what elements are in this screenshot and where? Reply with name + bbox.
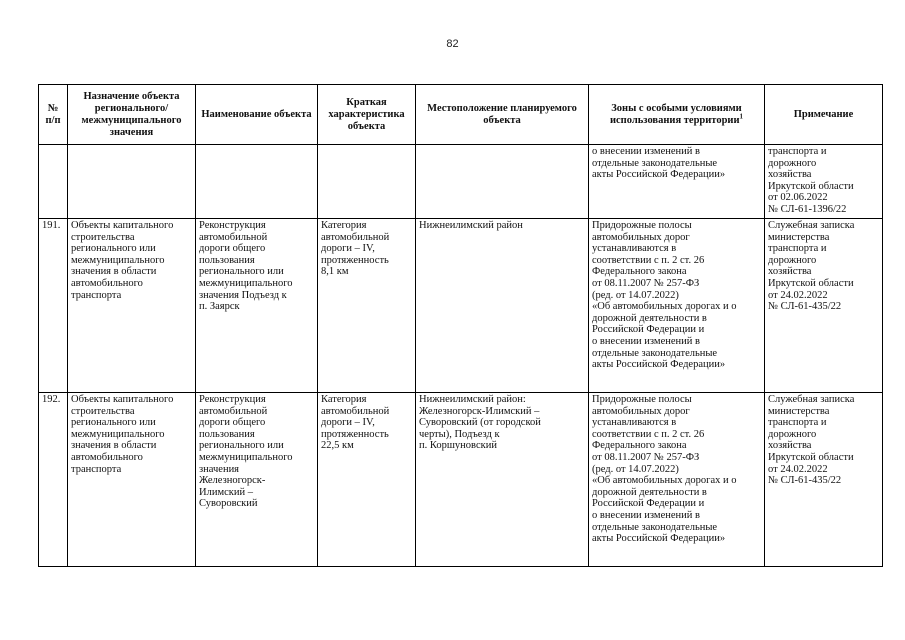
- cell-brief: [318, 145, 416, 219]
- cell-location: Нижнеилимский район: Железногорск-Илимский – Суворовский (от городской черты), Подъезд к п. Коршуновский: [416, 393, 589, 567]
- cell-note: транспорта и дорожного хозяйства Иркутской области от 02.06.2022 № СЛ-61-1396/22: [765, 145, 883, 219]
- table-header-row: [39, 85, 883, 145]
- cell-purpose: Объекты капитального строительства регионального или межмуниципального значения в области автомобильного транспорта: [68, 219, 196, 393]
- cell-brief: Категория автомобильной дороги – IV, протяженность 22,5 км: [318, 393, 416, 567]
- objects-table: [38, 84, 883, 567]
- header-name: Наименование объекта: [196, 85, 318, 145]
- cell-purpose: [68, 145, 196, 219]
- table-row: [39, 219, 883, 393]
- footnote-marker: 1: [739, 112, 744, 120]
- cell-num: [39, 145, 68, 219]
- cell-name: [196, 145, 318, 219]
- cell-brief: Категория автомобильной дороги – IV, протяженность 8,1 км: [318, 219, 416, 393]
- cell-purpose: Объекты капитального строительства регионального или межмуниципального значения в области автомобильного транспорта: [68, 393, 196, 567]
- header-location: Местоположение планируемого объекта: [416, 85, 589, 145]
- cell-num: 192.: [39, 393, 68, 567]
- cell-num: 191.: [39, 219, 68, 393]
- cell-zones: Придорожные полосы автомобильных дорог устанавливаются в соответствии с п. 2 ст. 26 Федерального закона от 08.11.2007 № 257-ФЗ (ред. от 14.07.2022) «Об автомобильных дорогах и о дорожной деятельности в Российской Федерации и о внесении изменений в отдельные законодательные акты Российской Федерации»: [589, 393, 765, 567]
- cell-location: [416, 145, 589, 219]
- header-purpose: Назначение объекта регионального/ межмуниципального значения: [68, 85, 196, 145]
- table-row: [39, 393, 883, 567]
- table-row-continuation: [39, 145, 883, 219]
- cell-name: Реконструкция автомобильной дороги общего пользования регионального или межмуниципального значения Подъезд к п. Заярск: [196, 219, 318, 393]
- page-number: 82: [446, 38, 459, 50]
- cell-name: Реконструкция автомобильной дороги общего пользования регионального или межмуниципального значения Железногорск- Илимский – Суворовский: [196, 393, 318, 567]
- header-note: Примечание: [765, 85, 883, 145]
- cell-location: Нижнеилимский район: [416, 219, 589, 393]
- header-brief: Краткая характеристика объекта: [318, 85, 416, 145]
- cell-note: Служебная записка министерства транспорта и дорожного хозяйства Иркутской области от 24.02.2022 № СЛ-61-435/22: [765, 219, 883, 393]
- cell-zones: о внесении изменений в отдельные законодательные акты Российской Федерации»: [589, 145, 765, 219]
- cell-note: Служебная записка министерства транспорта и дорожного хозяйства Иркутской области от 24.02.2022 № СЛ-61-435/22: [765, 393, 883, 567]
- header-zones: Зоны с особыми условиями использования территории$^1$: [589, 85, 765, 145]
- header-num: № п/п: [39, 85, 68, 145]
- cell-zones: Придорожные полосы автомобильных дорог устанавливаются в соответствии с п. 2 ст. 26 Федерального закона от 08.11.2007 № 257-ФЗ (ред. от 14.07.2022) «Об автомобильных дорогах и о дорожной деятельности в Российской Федерации и о внесении изменений в отдельные законодательные акты Российской Федерации»: [589, 219, 765, 393]
